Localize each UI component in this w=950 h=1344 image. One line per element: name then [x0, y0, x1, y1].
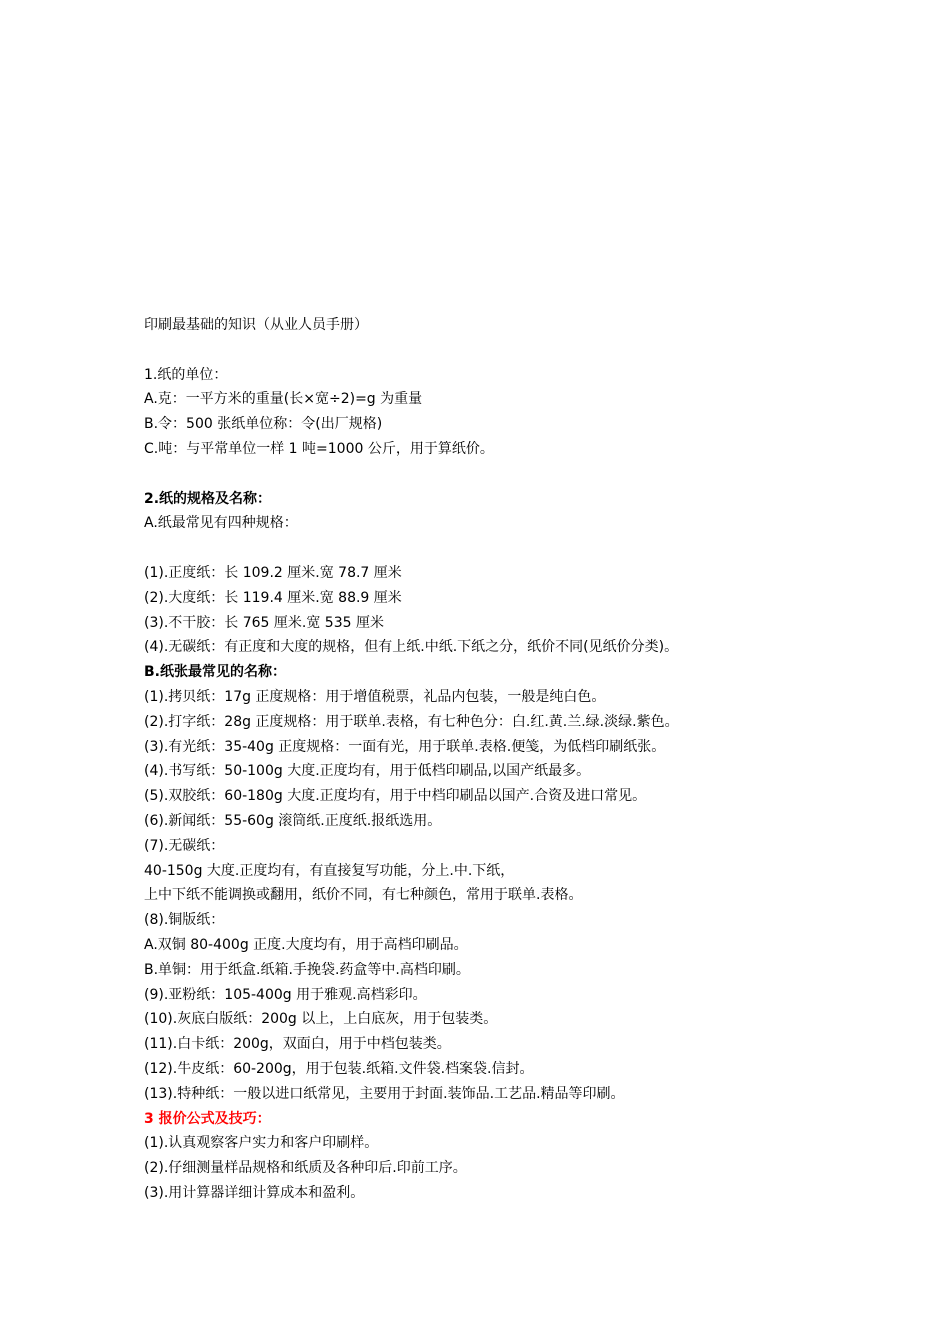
section-2-heading: 2.纸的规格及名称： [144, 490, 272, 507]
section-1-item: B.令：500 张纸单位称：令(出厂规格) [144, 416, 383, 433]
blank-line [144, 536, 784, 561]
quote-tip-item: (1).认真观察客户实力和客户印刷样。 [144, 1135, 379, 1152]
quote-tip-item: (2).仔细测量样品规格和纸质及各种印后.印前工序。 [144, 1160, 467, 1177]
paper-name-item: (4).书写纸：50-100g 大度.正度均有，用于低档印刷品,以国产纸最多。 [144, 763, 591, 780]
paper-name-item: (13).特种纸：一般以进口纸常见，主要用于封面.装饰品.工艺品.精品等印刷。 [144, 1085, 625, 1102]
paper-name-item: (3).有光纸：35-40g 正度规格：一面有光，用于联单.表格.便笺，为低档印刷纸张。 [144, 738, 666, 755]
paper-size-item: (2).大度纸：长 119.4 厘米.宽 88.9 厘米 [144, 589, 402, 606]
paper-name-item: (10).灰底白版纸：200g 以上，上白底灰，用于包装类。 [144, 1011, 498, 1028]
paper-name-item: (6).新闻纸：55-60g 滚筒纸.正度纸.报纸选用。 [144, 812, 442, 829]
paper-name-item: (7).无碳纸： [144, 837, 225, 854]
blank-line [144, 462, 784, 487]
paper-name-item: (9).亚粉纸：105-400g 用于雅观.高档彩印。 [144, 986, 427, 1003]
paper-name-item: (8).铜版纸： [144, 912, 225, 929]
paper-name-item: B.单铜：用于纸盒.纸箱.手挽袋.药盒等中.高档印刷。 [144, 961, 470, 978]
paper-name-item: (11).白卡纸：200g，双面白，用于中档包装类。 [144, 1036, 451, 1053]
paper-size-item: (3).不干胶：长 765 厘米.宽 535 厘米 [144, 614, 384, 631]
paper-name-item: 上中下纸不能调换或翻用，纸价不同，有七种颜色，常用于联单.表格。 [144, 887, 583, 904]
blank-line [144, 338, 784, 363]
paper-name-item: A.双铜 80-400g 正度.大度均有，用于高档印刷品。 [144, 936, 468, 953]
section-1-heading: 1.纸的单位： [144, 366, 228, 383]
paper-name-item: (1).拷贝纸：17g 正度规格：用于增值税票，礼品内包装，一般是纯白色。 [144, 688, 606, 705]
document-title: 印刷最基础的知识（从业人员手册） [144, 317, 368, 333]
section-2a-heading: A.纸最常见有四种规格： [144, 515, 298, 532]
section-3-heading: 3 报价公式及技巧： [144, 1110, 271, 1127]
paper-name-item: 40-150g 大度.正度均有，有直接复写功能，分上.中.下纸， [144, 862, 515, 879]
section-1-item: C.吨：与平常单位一样 1 吨=1000 公斤，用于算纸价。 [144, 440, 494, 457]
paper-name-item: (12).牛皮纸：60-200g，用于包装.纸箱.文件袋.档案袋.信封。 [144, 1060, 534, 1077]
section-2b-heading: B.纸张最常见的名称： [144, 664, 286, 681]
section-1-item: A.克：一平方米的重量(长×宽÷2)=g 为重量 [144, 391, 423, 408]
paper-size-item: (1).正度纸：长 109.2 厘米.宽 78.7 厘米 [144, 564, 402, 581]
quote-tip-item: (3).用计算器详细计算成本和盈利。 [144, 1184, 365, 1201]
paper-name-item: (5).双胶纸：60-180g 大度.正度均有，用于中档印刷品以国产.合资及进口常见。 [144, 788, 647, 805]
paper-name-item: (2).打字纸：28g 正度规格：用于联单.表格，有七种色分：白.红.黄.兰.绿.淡绿.紫色。 [144, 713, 679, 730]
paper-size-item: (4).无碳纸：有正度和大度的规格，但有上纸.中纸.下纸之分，纸价不同(见纸价分类)。 [144, 639, 679, 656]
document-body [144, 313, 784, 1206]
